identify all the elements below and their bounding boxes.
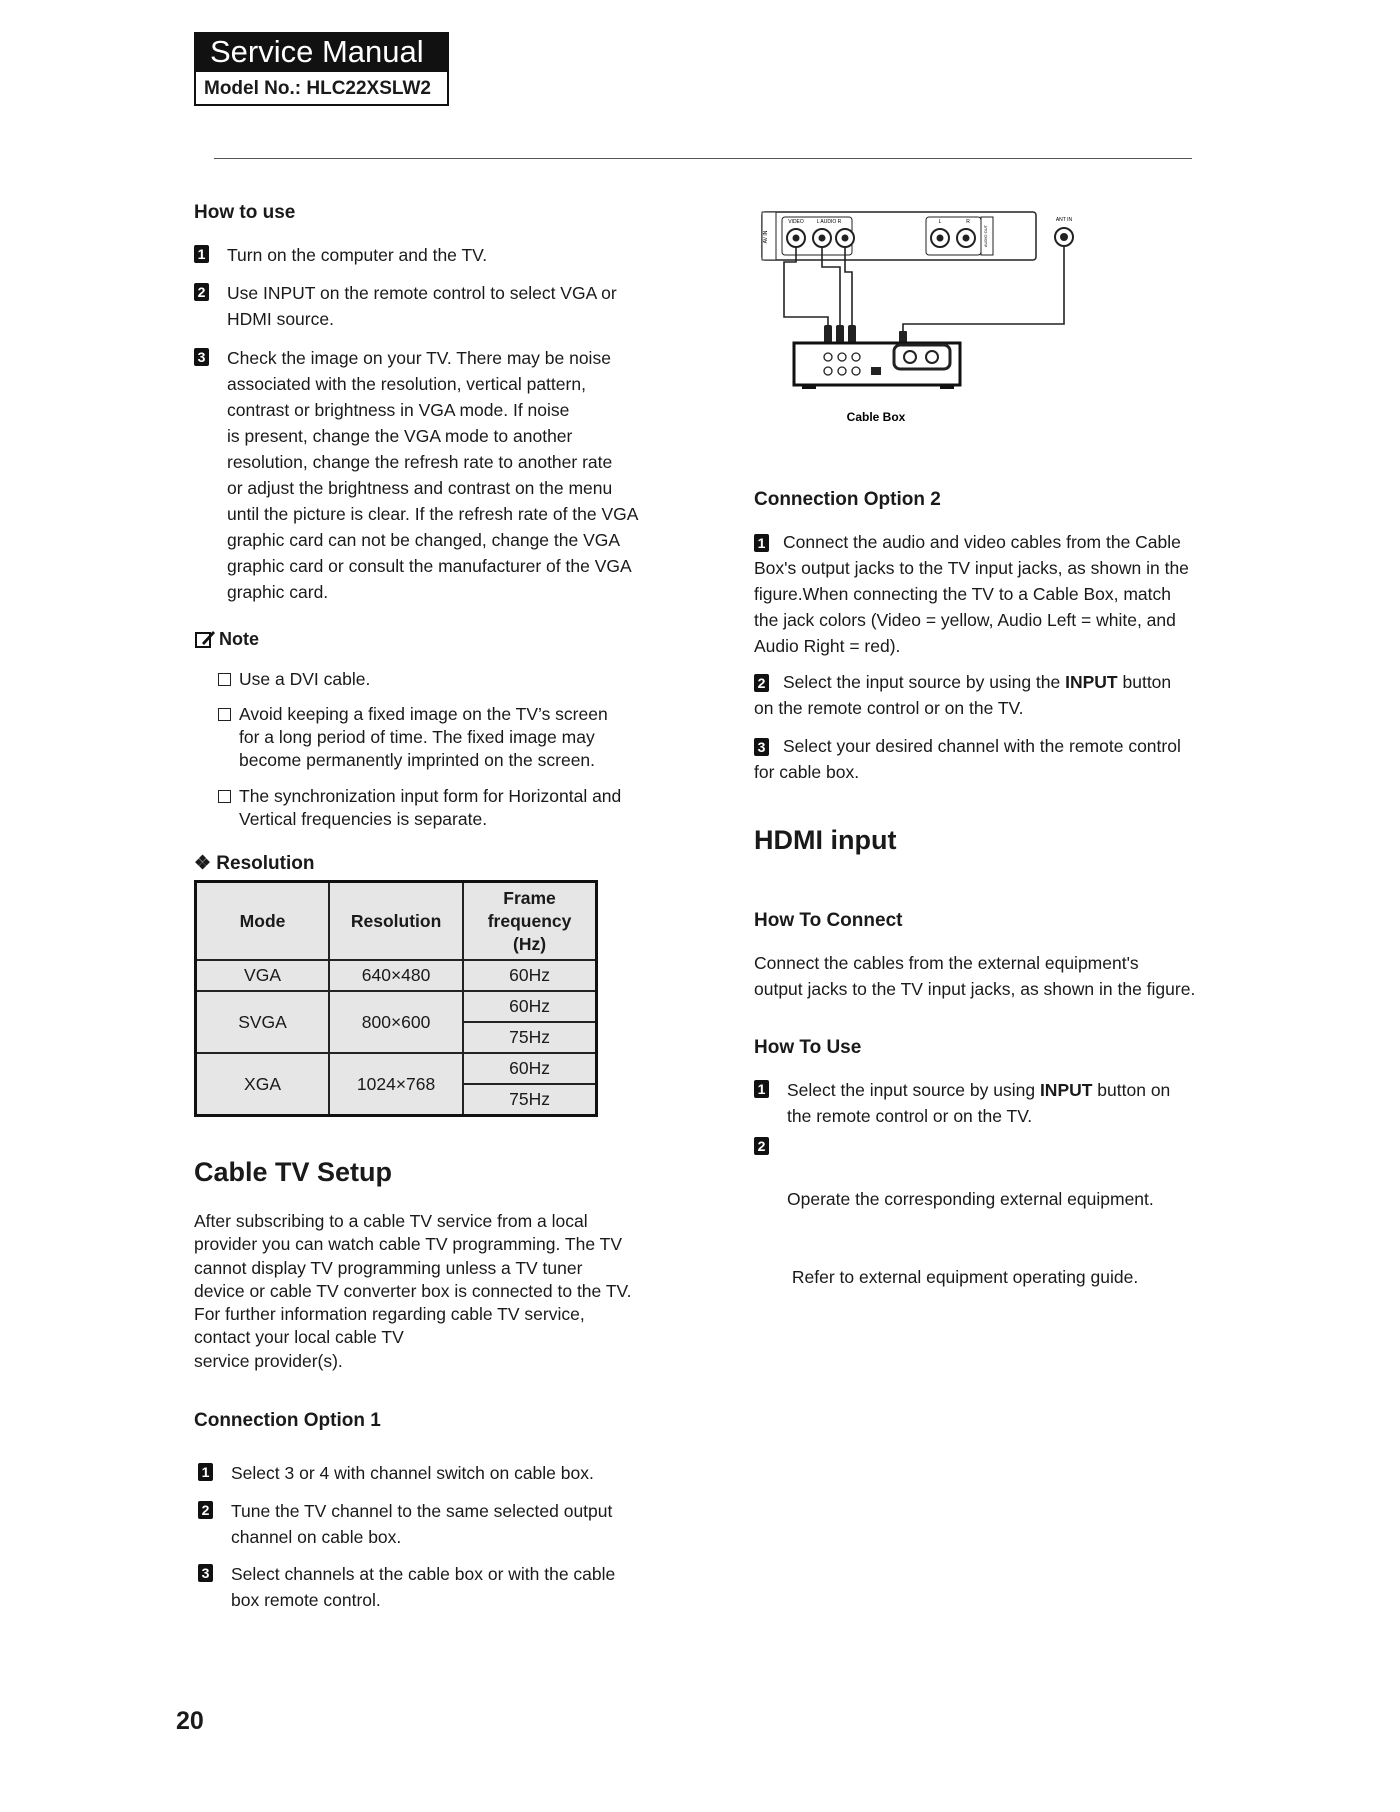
resolution-cell: 1024×768 — [329, 1053, 463, 1116]
text-line: graphic card. — [227, 582, 329, 602]
note-item — [218, 703, 608, 772]
audio-label: L AUDIO R — [816, 219, 842, 225]
pencil-note-icon — [194, 628, 216, 650]
step-number-badge: 2 — [754, 1137, 769, 1155]
text-fragment: Select the input source by using — [787, 1080, 1040, 1100]
text-line: contact your local cable TV — [194, 1327, 404, 1348]
cable-box-rf-outputs — [894, 345, 950, 369]
input-keyword: INPUT — [1039, 1080, 1093, 1100]
audio-out-label: AUDIO OUT — [983, 224, 988, 248]
text-line: Refer to external equipment operating guide. — [787, 1267, 1139, 1287]
text-line: graphic card can not be changed, change the VGA — [227, 530, 621, 550]
input-keyword: INPUT — [1065, 672, 1118, 692]
column-header-resolution: Resolution — [329, 882, 463, 961]
step-number-badge: 2 — [198, 1501, 213, 1519]
cable-tv-setup-heading: Cable TV Setup — [194, 1157, 393, 1187]
text-line: the remote control or on the TV. — [787, 1106, 1033, 1126]
text-line: The synchronization input form for Horizontal and — [239, 786, 622, 806]
text-line: Select channels at the cable box or with the cable — [231, 1564, 616, 1584]
page-number: 20 — [176, 1707, 204, 1735]
how-to-use-step-2 — [194, 280, 617, 332]
option-1-step-2 — [198, 1498, 612, 1550]
option-2-step-2 — [754, 669, 1171, 721]
text-fragment: button on — [1092, 1080, 1171, 1100]
text-line: box remote control. — [231, 1590, 381, 1610]
step-number-badge: 1 — [754, 534, 769, 552]
text-line: resolution, change the refresh rate to another rate — [227, 452, 613, 472]
text-line: HDMI source. — [227, 309, 334, 329]
text-line: associated with the resolution, vertical pattern, — [227, 374, 586, 394]
how-to-use-step-1 — [194, 242, 487, 268]
option-2-step-1 — [754, 529, 1189, 659]
checkbox-bullet-icon — [218, 790, 231, 803]
step-number-badge: 1 — [198, 1463, 213, 1481]
text-line: is present, change the VGA mode to another — [227, 426, 573, 446]
header-line: Frame — [503, 887, 556, 908]
step-number-badge: 1 — [754, 1080, 769, 1098]
cable-box-connection-diagram — [756, 205, 1086, 435]
connection-option-2-heading: Connection Option 2 — [754, 489, 941, 510]
text-line: for a long period of time. The fixed image may — [239, 727, 595, 747]
connection-option-1-heading: Connection Option 1 — [194, 1410, 381, 1431]
text-fragment: Select the input source by using the — [783, 672, 1066, 692]
manual-title: Service Manual — [194, 32, 449, 72]
option-2-step-3 — [754, 733, 1181, 785]
text-line: Avoid keeping a fixed image on the TV’s screen — [239, 704, 608, 724]
model-number: Model No.: HLC22XSLW2 — [204, 78, 431, 99]
how-to-use-step-3 — [194, 345, 638, 605]
text-line: or adjust the brightness and contrast on the menu — [227, 478, 613, 498]
frequency-cell: 60Hz — [463, 960, 596, 991]
text-line: Turn on the computer and the TV. — [227, 245, 488, 265]
frequency-cell: 75Hz — [463, 1084, 596, 1116]
frequency-cell: 60Hz — [463, 991, 596, 1022]
text-line: Tune the TV channel to the same selected output — [231, 1501, 613, 1521]
text-line: until the picture is clear. If the refresh rate of the VGA — [227, 504, 639, 524]
header-rule — [214, 158, 1192, 159]
option-1-step-1 — [198, 1460, 594, 1486]
text-line: figure.When connecting the TV to a Cable Box, match — [754, 584, 1171, 604]
text-line: become permanently imprinted on the screen. — [239, 750, 596, 770]
table-row — [196, 960, 597, 991]
frequency-cell: 60Hz — [463, 1053, 596, 1084]
column-header-mode: Mode — [196, 882, 330, 961]
text-line: output jacks to the TV input jacks, as shown in the figure. — [754, 979, 1196, 999]
cable-tv-setup-paragraph — [194, 1210, 631, 1373]
cable-box-label: Cable Box — [846, 410, 906, 424]
note-heading: Note — [219, 628, 259, 649]
text-line: Vertical frequencies is separate. — [239, 809, 488, 829]
text-line: the jack colors (Video = yellow, Audio Left = white, and — [754, 610, 1176, 630]
text-line: contrast or brightness in VGA mode. If noise — [227, 400, 570, 420]
text-line: After subscribing to a cable TV service from a local — [194, 1211, 588, 1231]
column-header-frequency — [463, 882, 596, 961]
mode-cell: XGA — [196, 1053, 330, 1116]
step-number-badge: 2 — [194, 283, 209, 301]
note-heading-row — [194, 628, 259, 650]
text-line: Connect the cables from the external equipment's — [754, 953, 1139, 973]
step-number-badge: 1 — [194, 245, 209, 263]
text-line: Use INPUT on the remote control to select VGA or — [227, 283, 617, 303]
text-line: Box's output jacks to the TV input jacks, as shown in the — [754, 558, 1189, 578]
audio-out-r-label: R — [966, 219, 970, 225]
hdmi-step-1 — [754, 1077, 1170, 1129]
text-line: Use a DVI cable. — [239, 669, 371, 689]
mode-cell: VGA — [196, 960, 330, 991]
text-line: Audio Right = red). — [754, 636, 901, 656]
table-row — [196, 991, 597, 1022]
text-line: cannot display TV programming unless a TV tuner — [194, 1257, 583, 1278]
how-to-use-hdmi-heading: How To Use — [754, 1037, 862, 1058]
text-line: Select your desired channel with the remote control — [783, 736, 1181, 756]
text-line: For further information regarding cable TV service, — [194, 1304, 585, 1325]
step-number-badge: 3 — [754, 738, 769, 756]
frequency-cell: 75Hz — [463, 1022, 596, 1053]
how-to-connect-paragraph — [754, 950, 1195, 1002]
how-to-connect-heading: How To Connect — [754, 910, 903, 931]
text-line: service provider(s). — [194, 1350, 343, 1371]
text-line: on the remote control or on the TV. — [754, 698, 1024, 718]
resolution-cell: 800×600 — [329, 991, 463, 1053]
step-number-badge: 3 — [198, 1564, 213, 1582]
hdmi-input-heading: HDMI input — [754, 825, 897, 855]
text-line: Select 3 or 4 with channel switch on cable box. — [231, 1463, 594, 1483]
ant-in-label: ANT IN — [1055, 217, 1073, 223]
audio-out-l-label: L — [938, 219, 942, 225]
table-row — [196, 1053, 597, 1084]
option-1-step-3 — [198, 1561, 615, 1613]
text-line: Operate the corresponding external equipment. — [787, 1189, 1154, 1209]
text-line: channel on cable box. — [231, 1527, 402, 1547]
header-line: (Hz) — [513, 933, 547, 954]
header-line: frequency — [487, 910, 572, 931]
text-line: for cable box. — [754, 762, 860, 782]
text-line: Connect the audio and video cables from the Cable — [783, 532, 1181, 552]
mode-cell: SVGA — [196, 991, 330, 1053]
note-item — [218, 668, 370, 691]
checkbox-bullet-icon — [218, 673, 231, 686]
av-in-label: AV IN — [763, 230, 769, 244]
resolution-cell: 640×480 — [329, 960, 463, 991]
resolution-heading: ❖ Resolution — [194, 853, 315, 874]
checkbox-bullet-icon — [218, 708, 231, 721]
step-number-badge: 2 — [754, 674, 769, 692]
text-line: graphic card or consult the manufacturer of the VGA — [227, 556, 632, 576]
resolution-table — [194, 880, 598, 1117]
text-line: device or cable TV converter box is connected to the TV. — [194, 1280, 632, 1301]
video-label: VIDEO — [788, 219, 804, 225]
text-line: Check the image on your TV. There may be noise — [227, 348, 611, 368]
how-to-use-heading: How to use — [194, 202, 296, 223]
text-line: provider you can watch cable TV programming. The TV — [194, 1234, 622, 1255]
step-number-badge: 3 — [194, 348, 209, 366]
text-fragment: button — [1117, 672, 1172, 692]
note-item — [218, 785, 621, 831]
hdmi-step-2 — [754, 1134, 1154, 1342]
